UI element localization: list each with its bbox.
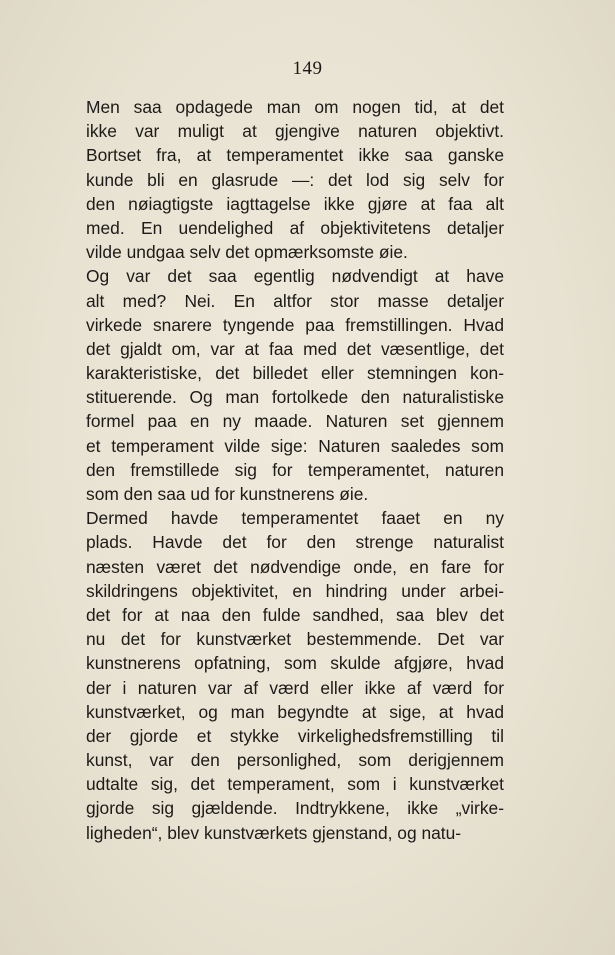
text-line: stituerende. Og man fortolkede den naturalistiske (86, 387, 504, 408)
text-line: det for at naa den fulde sandhed, saa blev det (86, 604, 504, 625)
text-line: Dermed havde temperamentet faaet en ny (86, 508, 504, 529)
text-line: skildringens objektivitet, en hindring under arbei- (86, 580, 504, 601)
text-line: som den saa ud for kunstnerens øie. (86, 484, 369, 504)
text-line: den nøiagtigste iagttagelse ikke gjøre at faa alt (86, 193, 504, 214)
text-line: kunstværket, og man begyndte at sige, at hvad (86, 701, 504, 722)
text-line: gjorde sig gjældende. Indtrykkene, ikke „virke- (86, 798, 504, 819)
text-line: det gjaldt om, var at faa med det væsentlige, det (86, 338, 504, 359)
text-line: næsten været det nødvendige onde, en fare for (86, 556, 504, 577)
text-line: plads. Havde det for den strenge naturalist (86, 532, 504, 553)
text-line: Bortset fra, at temperamentet ikke saa ganske (86, 145, 504, 166)
text-line: der i naturen var af værd eller ikke af værd for (86, 677, 504, 698)
paragraph (86, 506, 504, 845)
text-line: ikke var muligt at gjengive naturen objektivt. (86, 121, 504, 142)
text-line: kunstnerens opfatning, som skulde afgjøre, hvad (86, 653, 504, 674)
text-line: Og var det saa egentlig nødvendigt at have (86, 266, 504, 287)
text-line: vilde undgaa selv det opmærksomste øie. (86, 242, 408, 263)
text-line: udtalte sig, det temperament, som i kunstværket (86, 774, 504, 795)
body-text (86, 95, 504, 845)
text-line: karakteristiske, det billedet eller stemningen kon- (86, 363, 504, 384)
paragraph (86, 95, 504, 264)
text-line: et temperament vilde sige: Naturen saaledes som (86, 435, 504, 456)
text-line: der gjorde et stykke virkelighedsfremstilling til (86, 725, 504, 746)
text-line: ligheden“, blev kunstværkets gjenstand, og natu- (86, 822, 462, 843)
paragraph (86, 264, 504, 506)
page-number: 149 (292, 58, 323, 79)
text-line: den fremstillede sig for temperamentet, naturen (86, 459, 504, 480)
text-line: virkede snarere tyngende paa fremstillingen. Hvad (86, 314, 504, 335)
text-line: kunst, var den personlighed, som derigjennem (86, 750, 504, 771)
text-line: Men saa opdagede man om nogen tid, at det (86, 97, 504, 117)
text-line: formel paa en ny maade. Naturen set gjennem (86, 411, 504, 432)
text-line: nu det for kunstværket bestemmende. Det var (86, 629, 504, 650)
text-line: med. En uendelighed af objektivitetens detaljer (86, 217, 504, 238)
text-line: kunde bli en glasrude —: det lod sig selv for (86, 169, 504, 190)
text-line: alt med? Nei. En altfor stor masse detaljer (86, 290, 504, 311)
